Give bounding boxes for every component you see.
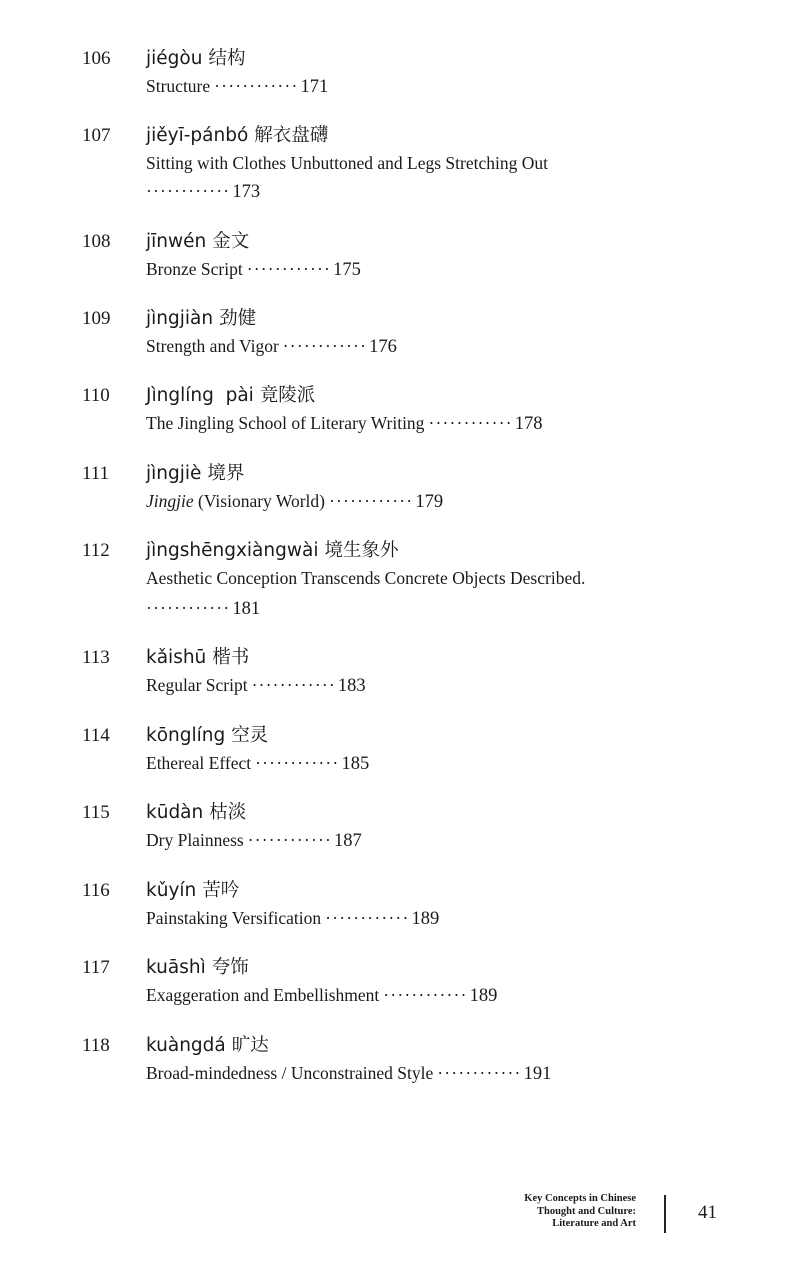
- entry-heading: [146, 308, 256, 330]
- entry-title-line: [146, 984, 497, 1007]
- entry-heading: [146, 880, 239, 902]
- leader-dots: ············: [146, 181, 231, 201]
- entry-number: 106: [82, 48, 111, 69]
- entry-title: Broad-mindedness / Unconstrained Style: [146, 1063, 434, 1083]
- leader-dots: ············: [383, 985, 468, 1005]
- entry-page-link[interactable]: 175: [333, 260, 361, 280]
- leader-dots: ············: [255, 753, 340, 773]
- entry-page-link[interactable]: 185: [341, 754, 370, 774]
- entry-title-line: [146, 567, 585, 589]
- entry-number: 110: [82, 385, 110, 406]
- entry-pinyin: kǎishū: [146, 647, 207, 668]
- entry-number: 118: [82, 1035, 110, 1056]
- entry-title-line: [146, 674, 366, 697]
- entry-pinyin: kuàngdá: [146, 1035, 226, 1056]
- book-title-line-2: Thought and Culture:: [536, 1205, 636, 1217]
- entry-page-link[interactable]: 179: [415, 492, 444, 512]
- entry-pinyin: jīnwén: [146, 231, 207, 252]
- entry-title-italic: Jingjie: [146, 491, 194, 511]
- entry-page-line: [146, 597, 260, 620]
- entry-title-line: [146, 829, 362, 852]
- entry-chinese: 解衣盘礴: [254, 125, 329, 146]
- entry-heading: [146, 957, 249, 979]
- entry-chinese: 境生象外: [324, 540, 399, 561]
- entry-chinese: 金文: [212, 231, 250, 252]
- entry-page-link[interactable]: 173: [232, 182, 261, 202]
- entry-chinese: 苦吟: [202, 880, 240, 901]
- entry-heading: [146, 1035, 269, 1057]
- entry-chinese: 空灵: [231, 725, 269, 746]
- entry-heading: [146, 125, 328, 147]
- entry-chinese: 竟陵派: [259, 385, 316, 406]
- entry-number: 108: [82, 231, 111, 252]
- entry-pinyin: kūdàn: [146, 802, 204, 823]
- entry-title: Structure: [146, 76, 211, 96]
- entry-number: 113: [82, 647, 110, 668]
- entry-page-link[interactable]: 176: [369, 337, 397, 357]
- entry-page-link[interactable]: 191: [523, 1064, 552, 1084]
- entry-title-line: [146, 490, 443, 513]
- entry-pinyin: jìngjiè: [146, 463, 202, 484]
- book-title-line-1: Key Concepts in Chinese: [524, 1193, 636, 1204]
- entry-page-link[interactable]: 183: [337, 676, 366, 696]
- entry-page-link[interactable]: 187: [334, 831, 362, 851]
- leader-dots: ············: [325, 908, 410, 928]
- entry-heading: [146, 540, 398, 562]
- entry-pinyin: jìngshēngxiàngwài: [146, 540, 319, 561]
- entry-title: Painstaking Versification: [146, 908, 322, 928]
- entry-chinese: 结构: [208, 48, 246, 69]
- entry-title: Sitting with Clothes Unbuttoned and Legs Stretching Out: [146, 153, 548, 173]
- leader-dots: ············: [329, 491, 414, 511]
- entry-heading: [146, 48, 245, 70]
- entry-number: 111: [82, 463, 110, 484]
- entry-title-line: [146, 75, 328, 98]
- entry-title: (Visionary World): [193, 491, 325, 511]
- entry-title: Bronze Script: [146, 259, 243, 279]
- entry-number: 116: [82, 880, 110, 901]
- entry-title-line: [146, 335, 397, 358]
- entry-pinyin: kōnglíng: [146, 725, 226, 746]
- entry-heading: [146, 802, 246, 824]
- entry-title: Regular Script: [146, 675, 248, 695]
- entry-heading: [146, 725, 268, 747]
- entry-title: Dry Plainness: [146, 830, 244, 850]
- entry-page-link[interactable]: 189: [411, 909, 440, 929]
- page-number: 41: [698, 1202, 717, 1223]
- entry-heading: [146, 231, 249, 253]
- entry-chinese: 境界: [207, 463, 245, 484]
- entry-title: Exaggeration and Embellishment: [146, 985, 380, 1005]
- entry-pinyin: jiěyī-pánbó: [146, 125, 249, 146]
- entry-pinyin: Jìnglíng pài: [146, 385, 254, 406]
- entry-number: 112: [82, 540, 110, 561]
- entry-chinese: 劲健: [219, 308, 257, 329]
- entry-title-line: [146, 412, 543, 435]
- page-footer: [480, 1193, 780, 1238]
- footer-divider: [664, 1195, 666, 1233]
- leader-dots: ············: [428, 413, 513, 433]
- entry-pinyin: jiégòu: [146, 48, 203, 69]
- leader-dots: ············: [251, 675, 336, 695]
- entry-page-link[interactable]: 181: [232, 599, 261, 619]
- entry-page-line: [146, 180, 260, 203]
- entry-page-link[interactable]: 189: [469, 986, 498, 1006]
- entry-number: 115: [82, 802, 110, 823]
- entry-page-link[interactable]: 171: [300, 77, 329, 97]
- leader-dots: ············: [146, 598, 231, 618]
- entry-title-line: [146, 907, 439, 930]
- entry-page-link[interactable]: 178: [514, 414, 543, 434]
- entry-title-line: [146, 152, 548, 174]
- entry-title-line: [146, 752, 369, 775]
- entry-number: 109: [82, 308, 111, 329]
- entry-title-line: [146, 258, 361, 281]
- entry-chinese: 楷书: [212, 647, 250, 668]
- leader-dots: ············: [246, 259, 332, 279]
- book-title-line-3: Literature and Art: [552, 1218, 636, 1229]
- leader-dots: ············: [282, 336, 368, 356]
- leader-dots: ············: [214, 76, 299, 96]
- entry-title-line: [146, 1062, 551, 1085]
- entry-pinyin: kuāshì: [146, 957, 206, 978]
- entry-chinese: 旷达: [231, 1035, 269, 1056]
- entry-heading: [146, 647, 249, 669]
- entry-chinese: 枯淡: [209, 802, 247, 823]
- entry-title: Aesthetic Conception Transcends Concrete Objects Described.: [146, 568, 586, 588]
- entry-title: Ethereal Effect: [146, 753, 252, 773]
- entry-heading: [146, 463, 244, 485]
- entry-number: 117: [82, 957, 110, 978]
- leader-dots: ············: [437, 1063, 522, 1083]
- entry-chinese: 夸饰: [211, 957, 249, 978]
- entry-title: Strength and Vigor: [146, 336, 279, 356]
- entry-pinyin: jìngjiàn: [146, 308, 214, 329]
- entry-number: 114: [82, 725, 110, 746]
- entry-heading: [146, 385, 315, 407]
- entry-pinyin: kǔyín: [146, 880, 197, 901]
- entry-number: 107: [82, 125, 111, 146]
- entry-title: The Jingling School of Literary Writing: [146, 413, 425, 433]
- leader-dots: ············: [247, 830, 333, 850]
- book-title: [524, 1193, 636, 1231]
